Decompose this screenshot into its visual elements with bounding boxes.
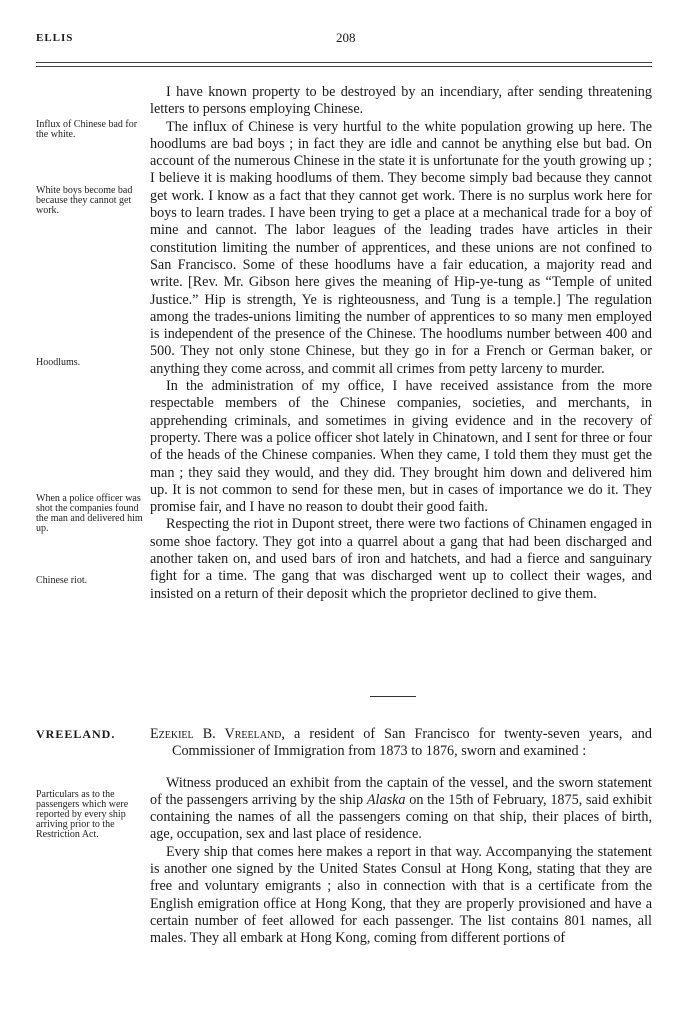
vreeland-intro bbox=[150, 726, 652, 761]
sidenote-particulars: Particulars as to the passengers which were reported by every ship arriving prior to the Restriction Act. bbox=[36, 789, 129, 840]
vreeland-paragraph-2: Every ship that comes here makes a report in that way. Accompanying the statement is another one signed by the United States Consul at Hong Kong, stating that they are free and voluntary emigrants ; also in connection with that is a certificate from the English emigration office at Hong Kong, that they are properly provisioned and have a certain number of feet allowed for each passenger. The list contains 801 names, all males. They all embark at Hong Kong, coming from different portions of bbox=[150, 843, 652, 947]
header-rule-upper bbox=[36, 62, 652, 63]
sidenote-influx: Influx of Chinese bad for the white. bbox=[36, 119, 138, 140]
exhibit-text-after: on the 15th of February, 1875, said exhibit containing the names of all the passengers coming on that ship, their places of birth, age, occupation, sex and last place of residence. bbox=[150, 791, 652, 843]
running-head-title: ELLIS bbox=[36, 32, 74, 44]
section-label-vreeland: VREELAND. bbox=[36, 727, 116, 741]
ellis-testimony bbox=[150, 84, 652, 603]
ellis-paragraph-4: Respecting the riot in Dupont street, there were two factions of Chinamen engaged in some shoe factory. They got into a quarrel about a gang that had been discharged and another taken on, and used bars of iron and hatchets, and had a fierce and sanguinary fight for a time. The gang that was discharged went up to collect their wages, and insisted on a return of their deposit which the proprietor declined to give them. bbox=[150, 516, 652, 602]
vreeland-testimony bbox=[150, 726, 652, 948]
witness-intro-text: a resident of San Francisco for twenty-seven years, and Commissioner of Immigration from 1873 to 1876, sworn and examined : bbox=[172, 726, 652, 760]
ellis-paragraph-3: In the administration of my office, I have received assistance from the more respectable members of the Chinese companies, societies, and merchants, in apprehending criminals, and sometimes in giving evidence and in the recovery of property. There was a police officer shot lately in Chinatown, and I sent for three or four of the heads of the Chinese companies. When they came, I told them they must get the man ; they said they would, and they did. They brought him down and delivered him up. It is not common to send for these men, but in cases of importance we do it. They promise fair, and I have no reason to doubt their good faith. bbox=[150, 378, 652, 516]
exhibit-text-before: Witness produced an exhibit from the captain of the vessel, and the sworn statement of the passengers arriving by the ship bbox=[150, 774, 652, 808]
witness-name: Ezekiel B. Vreeland, bbox=[150, 726, 285, 742]
sidenote-white-boys: White boys become bad because they cannot get work. bbox=[36, 185, 133, 216]
sidenote-hoodlums: Hoodlums. bbox=[36, 357, 81, 368]
header-rule-lower bbox=[36, 66, 652, 67]
ship-name: Alaska bbox=[366, 791, 406, 808]
sidenote-police: When a police officer was shot the companies found the man and delivered him up. bbox=[36, 493, 143, 534]
page-number: 208 bbox=[336, 30, 356, 45]
ellis-paragraph-1: I have known property to be destroyed by an incendiary, after sending threatening letters to persons employing Chinese. bbox=[150, 84, 652, 118]
sidenote-riot: Chinese riot. bbox=[36, 575, 88, 586]
running-head bbox=[0, 28, 684, 48]
section-divider bbox=[370, 696, 416, 697]
vreeland-paragraph-1 bbox=[150, 775, 652, 844]
ellis-paragraph-2: The influx of Chinese is very hurtful to the white population growing up here. The hoodlums are bad boys ; in fact they are idle and cannot be anything else but bad. On account of the numerous Chinese in the state it is unfortunate for the youth growing up ; I believe it is making hoodlums of them. They become simply bad because they cannot get work. I know as a fact that they cannot get work. There is no surplus work here for boys to learn trades. I have been trying to get a place at a mechanical trade for a boy of mine and cannot. The labor leagues of the leading trades have articles in their constitution limiting the number of apprentices, and these unions are not confined to San Francisco. Some of these hoodlums have a fair education, a majority read and write. [Rev. Mr. Gibson here gives the meaning of Hip-ye-tung as “Temple of united Justice.” Hip is strength, Ye is righteousness, and Tung is a temple.] The regulation among the trades-unions limiting the number of apprentices to so many men employed is independent of the presence of the Chinese. The hoodlums number between 400 and 500. They not only stone Chinese, but they go in for a French or German baker, or anything they come across, and commit all crimes from petty larceny to murder. bbox=[150, 118, 652, 377]
